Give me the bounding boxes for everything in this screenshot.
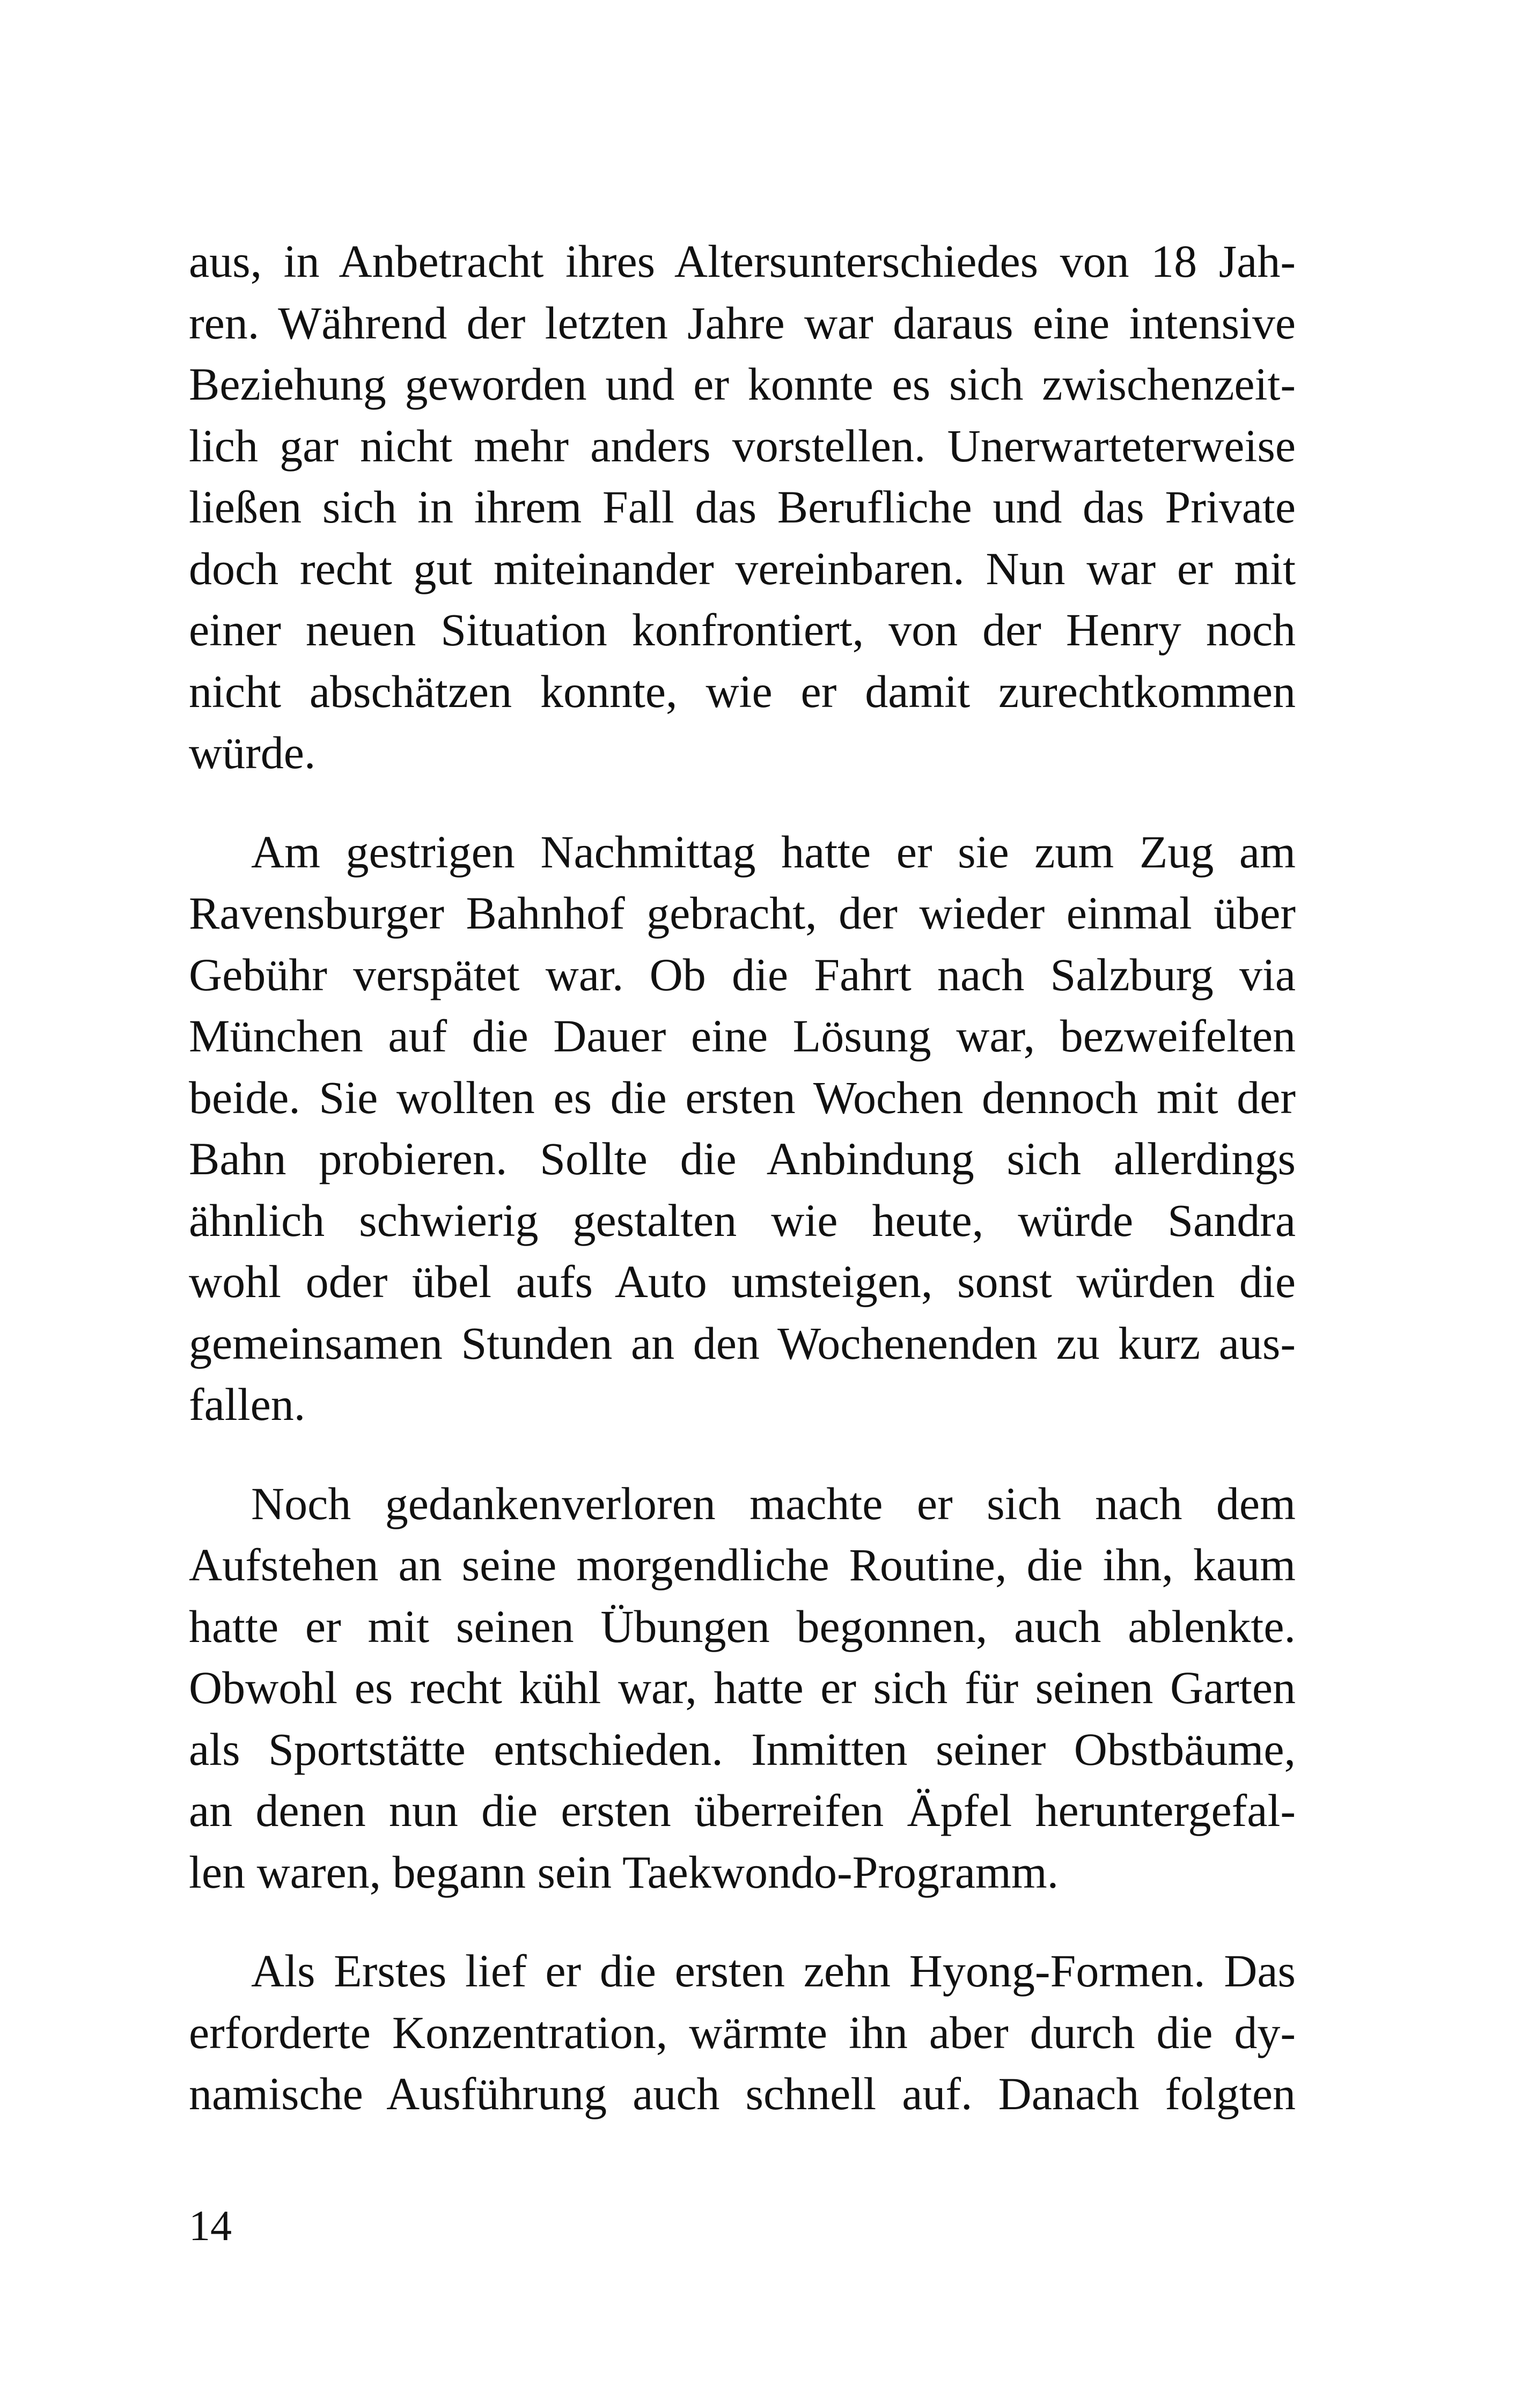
paragraph-1 <box>189 231 1296 784</box>
text-line: ließen sich in ihrem Fall das Berufliche und das Private <box>189 481 1296 533</box>
paragraph-3 <box>189 1473 1296 1903</box>
text-line: Bahn probieren. Sollte die Anbindung sich allerdings <box>189 1133 1296 1184</box>
text-line: erforderte Konzentration, wärmte ihn aber durch die dy- <box>189 2006 1296 2058</box>
text-line: Beziehung geworden und er konnte es sich zwischenzeit- <box>189 358 1296 410</box>
text-line: Aufstehen an seine morgendliche Routine, die ihn, kaum <box>189 1539 1296 1590</box>
text-line: Am gestrigen Nachmittag hatte er sie zum Zug am <box>251 826 1296 878</box>
text-line: würde. <box>189 727 316 778</box>
text-line: als Sportstätte entschieden. Inmitten seiner Obstbäume, <box>189 1723 1296 1775</box>
text-line: ren. Während der letzten Jahre war daraus eine intensive <box>189 297 1296 349</box>
text-line: einer neuen Situation konfrontiert, von der Henry noch <box>189 604 1296 656</box>
paragraph-4 <box>189 1940 1296 2125</box>
text-line: fallen. <box>189 1379 306 1430</box>
text-line: hatte er mit seinen Übungen begonnen, auch ablenkte. <box>189 1600 1296 1652</box>
text-line: Obwohl es recht kühl war, hatte er sich für seinen Garten <box>189 1662 1296 1713</box>
text-line: München auf die Dauer eine Lösung war, bezweifelten <box>189 1010 1296 1062</box>
text-line: lich gar nicht mehr anders vorstellen. Unerwarteterweise <box>189 419 1296 472</box>
text-line: an denen nun die ersten überreifen Äpfel heruntergefal- <box>189 1785 1296 1836</box>
text-line: nicht abschätzen konnte, wie er damit zurechtkommen <box>189 665 1296 717</box>
text-line: Gebühr verspätet war. Ob die Fahrt nach Salzburg via <box>189 948 1296 1000</box>
text-line: ähnlich schwierig gestalten wie heute, würde Sandra <box>189 1194 1296 1246</box>
text-line: Als Erstes lief er die ersten zehn Hyong-Formen. Das <box>251 1945 1296 1997</box>
text-line: beide. Sie wollten es die ersten Wochen dennoch mit der <box>189 1071 1296 1123</box>
text-line: doch recht gut miteinander vereinbaren. Nun war er mit <box>189 542 1296 594</box>
body-text <box>189 231 1296 2125</box>
text-line: gemeinsamen Stunden an den Wochenenden zu kurz aus- <box>189 1317 1296 1369</box>
text-line: Noch gedankenverloren machte er sich nach dem <box>251 1477 1296 1529</box>
text-line: aus, in Anbetracht ihres Altersunterschiedes von 18 Jah- <box>189 235 1296 287</box>
text-line: wohl oder übel aufs Auto umsteigen, sonst würden die <box>189 1256 1296 1307</box>
paragraph-2 <box>189 821 1296 1435</box>
text-line: Ravensburger Bahnhof gebracht, der wieder einmal über <box>189 887 1296 939</box>
page-number: 14 <box>189 2203 232 2250</box>
text-line: len waren, begann sein Taekwondo-Programm. <box>189 1846 1059 1898</box>
text-line: namische Ausführung auch schnell auf. Danach folgten <box>189 2068 1296 2119</box>
